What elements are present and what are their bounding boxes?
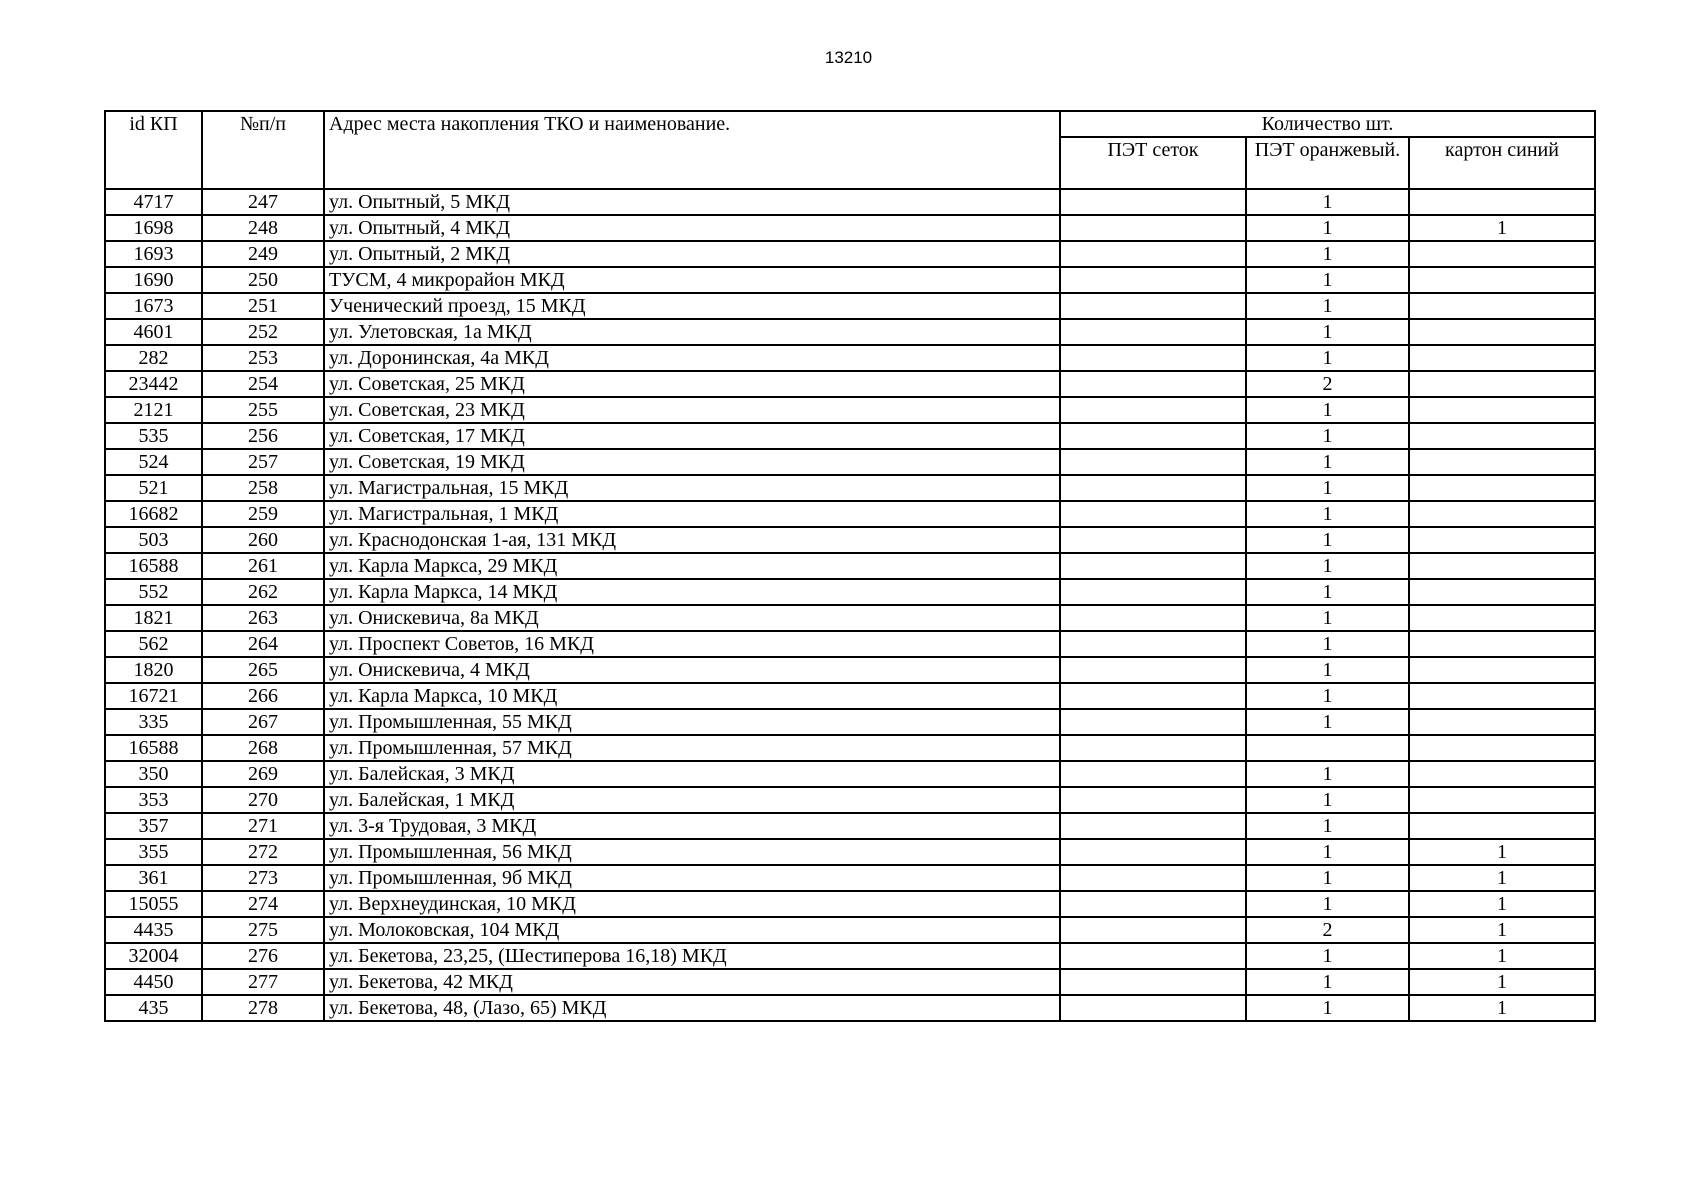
cell-address: ул. Онискевича, 4 МКД [324, 657, 1060, 683]
cell-id: 562 [105, 631, 202, 657]
cell-id: 282 [105, 345, 202, 371]
cell-number: 253 [202, 345, 324, 371]
cell-id: 350 [105, 761, 202, 787]
cell-number: 255 [202, 397, 324, 423]
cell-pet-orange: 1 [1246, 891, 1409, 917]
cell-carton-blue [1409, 527, 1595, 553]
cell-address: ТУСМ, 4 микрорайон МКД [324, 267, 1060, 293]
cell-id: 353 [105, 787, 202, 813]
cell-id: 16588 [105, 553, 202, 579]
cell-number: 256 [202, 423, 324, 449]
cell-id: 355 [105, 839, 202, 865]
cell-number: 247 [202, 189, 324, 215]
table-row [105, 917, 1595, 943]
cell-id: 1698 [105, 215, 202, 241]
cell-number: 258 [202, 475, 324, 501]
table-row [105, 579, 1595, 605]
cell-pet-orange: 1 [1246, 579, 1409, 605]
table-row [105, 761, 1595, 787]
cell-pet-mesh [1060, 891, 1246, 917]
table-row [105, 475, 1595, 501]
cell-pet-orange: 1 [1246, 943, 1409, 969]
cell-pet-mesh [1060, 943, 1246, 969]
cell-address: ул. 3-я Трудовая, 3 МКД [324, 813, 1060, 839]
cell-id: 16682 [105, 501, 202, 527]
cell-address: ул. Бекетова, 42 МКД [324, 969, 1060, 995]
cell-address: ул. Советская, 25 МКД [324, 371, 1060, 397]
cell-pet-mesh [1060, 501, 1246, 527]
cell-carton-blue [1409, 319, 1595, 345]
cell-address: ул. Краснодонская 1-ая, 131 МКД [324, 527, 1060, 553]
table-row [105, 865, 1595, 891]
cell-carton-blue [1409, 501, 1595, 527]
cell-pet-orange: 1 [1246, 709, 1409, 735]
header-pet-mesh: ПЭТ сеток [1060, 137, 1246, 189]
cell-number: 278 [202, 995, 324, 1021]
cell-pet-orange: 1 [1246, 787, 1409, 813]
table-row [105, 683, 1595, 709]
cell-id: 4450 [105, 969, 202, 995]
cell-id: 1821 [105, 605, 202, 631]
cell-pet-orange: 2 [1246, 371, 1409, 397]
table-row [105, 449, 1595, 475]
table-row [105, 839, 1595, 865]
cell-pet-mesh [1060, 813, 1246, 839]
cell-carton-blue [1409, 631, 1595, 657]
cell-id: 1820 [105, 657, 202, 683]
cell-pet-mesh [1060, 761, 1246, 787]
header-carton-blue: картон синий [1409, 137, 1595, 189]
cell-pet-mesh [1060, 605, 1246, 631]
cell-pet-mesh [1060, 293, 1246, 319]
cell-id: 32004 [105, 943, 202, 969]
cell-pet-mesh [1060, 709, 1246, 735]
cell-address: ул. Улетовская, 1а МКД [324, 319, 1060, 345]
cell-pet-orange: 1 [1246, 995, 1409, 1021]
cell-number: 267 [202, 709, 324, 735]
cell-pet-mesh [1060, 189, 1246, 215]
cell-carton-blue: 1 [1409, 865, 1595, 891]
cell-address: ул. Промышленная, 9б МКД [324, 865, 1060, 891]
cell-carton-blue [1409, 241, 1595, 267]
header-pet-orange: ПЭТ оранжевый. [1246, 137, 1409, 189]
cell-pet-mesh [1060, 449, 1246, 475]
cell-number: 275 [202, 917, 324, 943]
cell-number: 272 [202, 839, 324, 865]
cell-pet-orange: 1 [1246, 761, 1409, 787]
cell-pet-mesh [1060, 579, 1246, 605]
table-row [105, 397, 1595, 423]
cell-carton-blue [1409, 579, 1595, 605]
cell-pet-mesh [1060, 371, 1246, 397]
cell-number: 277 [202, 969, 324, 995]
cell-address: ул. Карла Маркса, 10 МКД [324, 683, 1060, 709]
cell-carton-blue: 1 [1409, 839, 1595, 865]
cell-pet-mesh [1060, 345, 1246, 371]
cell-pet-mesh [1060, 553, 1246, 579]
cell-pet-mesh [1060, 475, 1246, 501]
cell-pet-orange [1246, 735, 1409, 761]
cell-address: ул. Проспект Советов, 16 МКД [324, 631, 1060, 657]
cell-number: 251 [202, 293, 324, 319]
cell-pet-mesh [1060, 397, 1246, 423]
cell-number: 270 [202, 787, 324, 813]
cell-carton-blue [1409, 657, 1595, 683]
cell-address: ул. Бекетова, 48, (Лазо, 65) МКД [324, 995, 1060, 1021]
cell-carton-blue [1409, 787, 1595, 813]
cell-pet-mesh [1060, 839, 1246, 865]
cell-address: ул. Опытный, 4 МКД [324, 215, 1060, 241]
table-row [105, 605, 1595, 631]
cell-pet-mesh [1060, 787, 1246, 813]
cell-id: 552 [105, 579, 202, 605]
cell-pet-orange: 1 [1246, 423, 1409, 449]
header-address: Адрес места накопления ТКО и наименование. [324, 111, 1060, 189]
cell-pet-orange: 1 [1246, 839, 1409, 865]
cell-id: 521 [105, 475, 202, 501]
table-row [105, 813, 1595, 839]
table-row [105, 735, 1595, 761]
table-row [105, 969, 1595, 995]
cell-pet-orange: 1 [1246, 397, 1409, 423]
table-header [105, 111, 1595, 189]
cell-id: 16721 [105, 683, 202, 709]
cell-pet-mesh [1060, 267, 1246, 293]
table-row [105, 787, 1595, 813]
cell-pet-orange: 1 [1246, 501, 1409, 527]
cell-id: 16588 [105, 735, 202, 761]
cell-address: ул. Доронинская, 4а МКД [324, 345, 1060, 371]
table-row [105, 995, 1595, 1021]
cell-address: ул. Промышленная, 57 МКД [324, 735, 1060, 761]
cell-pet-orange: 2 [1246, 917, 1409, 943]
cell-address: ул. Карла Маркса, 29 МКД [324, 553, 1060, 579]
cell-id: 503 [105, 527, 202, 553]
cell-pet-orange: 1 [1246, 189, 1409, 215]
cell-pet-orange: 1 [1246, 293, 1409, 319]
cell-carton-blue [1409, 735, 1595, 761]
table-row [105, 657, 1595, 683]
cell-pet-orange: 1 [1246, 345, 1409, 371]
table-body [105, 189, 1595, 1021]
cell-number: 259 [202, 501, 324, 527]
cell-id: 4435 [105, 917, 202, 943]
cell-number: 264 [202, 631, 324, 657]
table-row [105, 215, 1595, 241]
cell-pet-mesh [1060, 683, 1246, 709]
cell-id: 1690 [105, 267, 202, 293]
cell-carton-blue: 1 [1409, 995, 1595, 1021]
table-row [105, 553, 1595, 579]
cell-address: ул. Бекетова, 23,25, (Шестиперова 16,18) МКД [324, 943, 1060, 969]
cell-pet-mesh [1060, 423, 1246, 449]
cell-number: 271 [202, 813, 324, 839]
table-row [105, 293, 1595, 319]
table-row [105, 527, 1595, 553]
table-row [105, 267, 1595, 293]
cell-pet-orange: 1 [1246, 553, 1409, 579]
cell-address: ул. Карла Маркса, 14 МКД [324, 579, 1060, 605]
cell-carton-blue: 1 [1409, 917, 1595, 943]
cell-address: Ученический проезд, 15 МКД [324, 293, 1060, 319]
cell-pet-mesh [1060, 215, 1246, 241]
cell-pet-orange: 1 [1246, 605, 1409, 631]
cell-id: 1693 [105, 241, 202, 267]
header-number: №п/п [202, 111, 324, 189]
cell-number: 257 [202, 449, 324, 475]
table-row [105, 319, 1595, 345]
cell-pet-orange: 1 [1246, 475, 1409, 501]
cell-carton-blue [1409, 553, 1595, 579]
cell-pet-mesh [1060, 865, 1246, 891]
cell-carton-blue: 1 [1409, 891, 1595, 917]
cell-carton-blue [1409, 709, 1595, 735]
cell-pet-orange: 1 [1246, 683, 1409, 709]
cell-address: ул. Магистральная, 15 МКД [324, 475, 1060, 501]
cell-number: 269 [202, 761, 324, 787]
cell-carton-blue: 1 [1409, 215, 1595, 241]
cell-number: 252 [202, 319, 324, 345]
cell-carton-blue: 1 [1409, 943, 1595, 969]
cell-address: ул. Советская, 19 МКД [324, 449, 1060, 475]
cell-number: 263 [202, 605, 324, 631]
cell-carton-blue [1409, 813, 1595, 839]
page-number: 13210 [824, 48, 873, 67]
cell-pet-orange: 1 [1246, 215, 1409, 241]
cell-number: 254 [202, 371, 324, 397]
cell-pet-orange: 1 [1246, 241, 1409, 267]
cell-id: 15055 [105, 891, 202, 917]
cell-carton-blue [1409, 423, 1595, 449]
cell-address: ул. Онискевича, 8а МКД [324, 605, 1060, 631]
cell-carton-blue [1409, 605, 1595, 631]
cell-pet-orange: 1 [1246, 319, 1409, 345]
cell-pet-mesh [1060, 995, 1246, 1021]
cell-pet-orange: 1 [1246, 449, 1409, 475]
cell-number: 262 [202, 579, 324, 605]
cell-carton-blue [1409, 371, 1595, 397]
cell-id: 535 [105, 423, 202, 449]
cell-pet-mesh [1060, 631, 1246, 657]
cell-pet-orange: 1 [1246, 631, 1409, 657]
cell-id: 1673 [105, 293, 202, 319]
cell-carton-blue: 1 [1409, 969, 1595, 995]
table-row [105, 891, 1595, 917]
table-row [105, 371, 1595, 397]
header-row [105, 111, 1595, 137]
cell-carton-blue [1409, 449, 1595, 475]
table-row [105, 241, 1595, 267]
cell-carton-blue [1409, 761, 1595, 787]
cell-pet-mesh [1060, 657, 1246, 683]
cell-address: ул. Опытный, 5 МКД [324, 189, 1060, 215]
table-row [105, 709, 1595, 735]
cell-id: 4601 [105, 319, 202, 345]
cell-address: ул. Верхнеудинская, 10 МКД [324, 891, 1060, 917]
cell-address: ул. Промышленная, 55 МКД [324, 709, 1060, 735]
cell-number: 276 [202, 943, 324, 969]
cell-number: 274 [202, 891, 324, 917]
collection-points-table [104, 110, 1596, 1022]
cell-id: 4717 [105, 189, 202, 215]
cell-address: ул. Балейская, 1 МКД [324, 787, 1060, 813]
table-row [105, 631, 1595, 657]
cell-address: ул. Промышленная, 56 МКД [324, 839, 1060, 865]
cell-id: 335 [105, 709, 202, 735]
header-id: id КП [105, 111, 202, 189]
cell-carton-blue [1409, 397, 1595, 423]
cell-pet-orange: 1 [1246, 267, 1409, 293]
cell-id: 524 [105, 449, 202, 475]
cell-carton-blue [1409, 683, 1595, 709]
cell-pet-mesh [1060, 527, 1246, 553]
cell-pet-orange: 1 [1246, 865, 1409, 891]
cell-address: ул. Советская, 17 МКД [324, 423, 1060, 449]
cell-number: 250 [202, 267, 324, 293]
table-row [105, 189, 1595, 215]
cell-address: ул. Советская, 23 МКД [324, 397, 1060, 423]
cell-number: 248 [202, 215, 324, 241]
cell-pet-orange: 1 [1246, 969, 1409, 995]
cell-address: ул. Опытный, 2 МКД [324, 241, 1060, 267]
cell-pet-orange: 1 [1246, 813, 1409, 839]
cell-number: 268 [202, 735, 324, 761]
cell-pet-mesh [1060, 319, 1246, 345]
cell-pet-orange: 1 [1246, 527, 1409, 553]
cell-id: 357 [105, 813, 202, 839]
cell-carton-blue [1409, 189, 1595, 215]
cell-address: ул. Молоковская, 104 МКД [324, 917, 1060, 943]
table-row [105, 423, 1595, 449]
cell-carton-blue [1409, 345, 1595, 371]
cell-id: 2121 [105, 397, 202, 423]
cell-address: ул. Балейская, 3 МКД [324, 761, 1060, 787]
cell-pet-mesh [1060, 969, 1246, 995]
cell-id: 361 [105, 865, 202, 891]
table-row [105, 345, 1595, 371]
cell-address: ул. Магистральная, 1 МКД [324, 501, 1060, 527]
cell-number: 261 [202, 553, 324, 579]
cell-carton-blue [1409, 293, 1595, 319]
cell-id: 23442 [105, 371, 202, 397]
cell-carton-blue [1409, 267, 1595, 293]
cell-pet-orange: 1 [1246, 657, 1409, 683]
cell-pet-mesh [1060, 917, 1246, 943]
cell-pet-mesh [1060, 241, 1246, 267]
table-row [105, 943, 1595, 969]
cell-number: 249 [202, 241, 324, 267]
cell-id: 435 [105, 995, 202, 1021]
cell-number: 273 [202, 865, 324, 891]
cell-number: 260 [202, 527, 324, 553]
cell-carton-blue [1409, 475, 1595, 501]
cell-number: 266 [202, 683, 324, 709]
cell-pet-mesh [1060, 735, 1246, 761]
cell-number: 265 [202, 657, 324, 683]
table-row [105, 501, 1595, 527]
header-quantity: Количество шт. [1060, 111, 1595, 137]
